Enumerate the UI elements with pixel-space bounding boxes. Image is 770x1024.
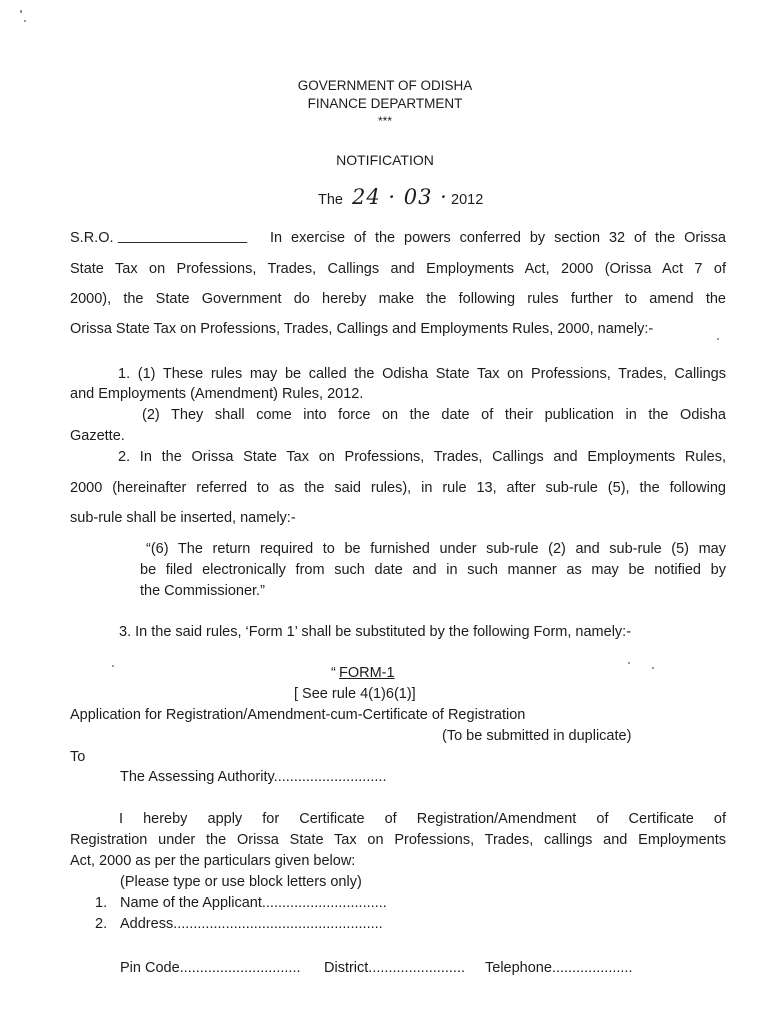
form-pin-code: Pin Code.............................. <box>120 960 301 976</box>
date-prefix: The <box>318 192 343 208</box>
form-item-address: Address.................................................... <box>120 916 383 932</box>
rule1-line-2: and Employments (Amendment) Rules, 2012. <box>70 386 364 402</box>
quote-line-3: the Commissioner.” <box>140 583 265 599</box>
form-see-rule: [ See rule 4(1)6(1)] <box>294 686 416 702</box>
notification-heading: NOTIFICATION <box>336 152 434 168</box>
rule1-line-4: Gazette. <box>70 428 125 444</box>
form-duplicate-note: (To be submitted in duplicate) <box>442 728 632 744</box>
sro-label: S.R.O. <box>70 230 114 246</box>
form-telephone: Telephone.................... <box>485 960 633 976</box>
preamble-line-3: 2000), the State Government do hereby make the following rules further to amend the <box>70 291 726 307</box>
rule3-line-1: 3. In the said rules, ‘Form 1’ shall be substituted by the following Form, namely:- <box>119 624 632 640</box>
form-block-letters-note: (Please type or use block letters only) <box>120 874 362 890</box>
rule2-line-2: 2000 (hereinafter referred to as the said rules), in rule 13, after sub-rule (5), the following <box>70 480 726 496</box>
form-apply-line-2: Registration under the Orissa State Tax on Professions, Trades, callings and Employments <box>70 832 726 848</box>
form-item-1-number: 1. <box>95 895 108 911</box>
quote-line-2: be filed electronically from such date and in such manner as may be notified by <box>140 562 726 578</box>
form-apply-line-1: I hereby apply for Certificate of Registration/Amendment of Certificate of <box>119 811 726 827</box>
date-handwritten: 24 · 03 · <box>352 185 448 209</box>
scan-speck <box>628 662 630 664</box>
scan-speck <box>717 338 719 340</box>
quote-line-1: “(6) The return required to be furnished under sub-rule (2) and sub-rule (5) may <box>146 541 726 557</box>
form-title: FORM-1 <box>339 665 395 681</box>
form-apply-line-3: Act, 2000 as per the particulars given below: <box>70 853 356 869</box>
form-item-2-number: 2. <box>95 916 108 932</box>
rule1-line-3: (2) They shall come into force on the date of their publication in the Odisha <box>142 407 726 423</box>
rule1-line-1: 1. (1) These rules may be called the Odisha State Tax on Professions, Trades, Callings <box>118 366 726 382</box>
sro-blank: ________________ <box>118 228 248 244</box>
stars-separator: *** <box>377 114 392 128</box>
form-application-title: Application for Registration/Amendment-cum-Certificate of Registration <box>70 707 526 723</box>
date-year: 2012 <box>451 192 484 208</box>
department-title: FINANCE DEPARTMENT <box>307 96 463 111</box>
scan-speck <box>20 10 22 13</box>
form-assessing-authority: The Assessing Authority............................ <box>120 769 387 785</box>
preamble-line-1: In exercise of the powers conferred by section 32 of the Orissa <box>270 230 726 246</box>
scan-speck <box>24 20 26 22</box>
form-to: To <box>70 749 86 765</box>
rule2-line-1: 2. In the Orissa State Tax on Professions, Trades, Callings and Employments Rules, <box>118 449 726 465</box>
scan-speck <box>112 665 114 667</box>
scan-speck <box>652 667 654 669</box>
form-district: District........................ <box>324 960 465 976</box>
preamble-line-4: Orissa State Tax on Professions, Trades, Callings and Employments Rules, 2000, namely:- <box>70 321 654 337</box>
government-title: GOVERNMENT OF ODISHA <box>297 78 473 93</box>
preamble-line-2: State Tax on Professions, Trades, Callings and Employments Act, 2000 (Orissa Act 7 of <box>70 261 726 277</box>
form-open-quote: “ <box>331 665 336 681</box>
form-item-name-of-applicant: Name of the Applicant............................... <box>120 895 387 911</box>
rule2-line-3: sub-rule shall be inserted, namely:- <box>70 510 296 526</box>
